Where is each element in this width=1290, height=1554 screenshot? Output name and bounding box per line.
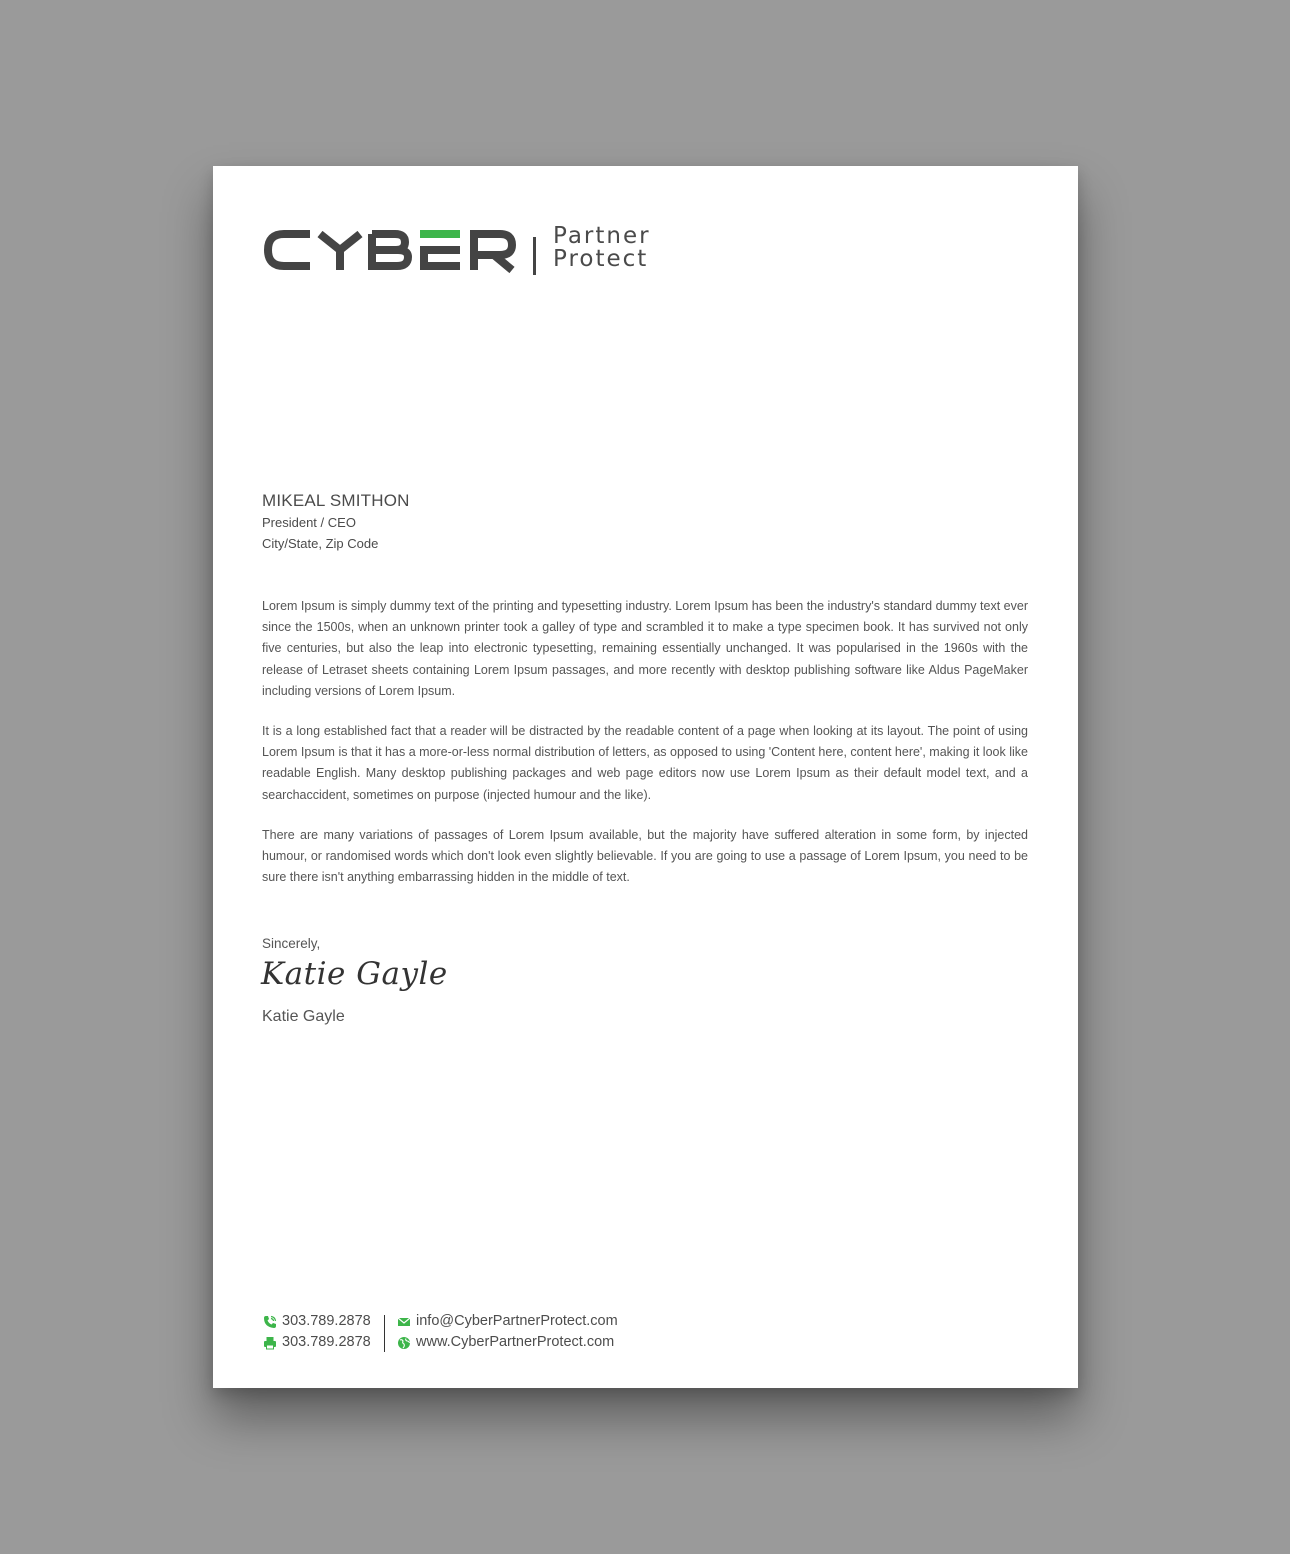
logo-divider <box>533 237 536 275</box>
fax-number[interactable]: 303.789.2878 <box>282 1334 371 1350</box>
globe-icon <box>397 1336 411 1350</box>
handwritten-signature: Katie Gayle <box>261 956 448 992</box>
website-url[interactable]: www.CyberPartnerProtect.com <box>416 1334 615 1350</box>
letter-body <box>262 596 1028 907</box>
recipient-block <box>262 490 410 554</box>
signer-name: Katie Gayle <box>262 1008 345 1025</box>
fax-icon <box>263 1336 277 1350</box>
footer-fax-row <box>263 1332 371 1353</box>
recipient-name: MIKEAL SMITHON <box>262 491 410 510</box>
recipient-title: President / CEO <box>262 515 356 530</box>
footer-divider <box>384 1315 385 1352</box>
company-logo <box>262 224 517 278</box>
body-paragraph-1: Lorem Ipsum is simply dummy text of the printing and typesetting industry. Lorem Ipsum has been the industry's standard dummy text ever since the 1500s, when an unknown printer took a galley of type and scrambled it to make a type specimen book. It has survived not only five centuries, but also the leap into electronic typesetting, remaining essentially unchanged. It was popularised in the 1960s with the release of Letraset sheets containing Lorem Ipsum passages, and more recently with desktop publishing software like Aldus PageMaker including versions of Lorem Ipsum. <box>262 599 1028 698</box>
footer-phone-column <box>263 1311 371 1353</box>
body-paragraph-3: There are many variations of passages of Lorem Ipsum available, but the majority have suffered alteration in some form, by injected humour, or randomised words which don't look even slightly believable. If you are going to use a passage of Lorem Ipsum, you need to be sure there isn't anything embarrassing hidden in the middle of text. <box>262 827 1028 885</box>
footer-web-column <box>397 1311 618 1353</box>
logo-sub-line-1: Partner <box>553 223 651 249</box>
footer-email-row <box>397 1311 618 1332</box>
logo-sub-line-2: Protect <box>553 246 649 272</box>
logo-subtitle <box>553 225 651 271</box>
phone-icon <box>263 1315 277 1329</box>
footer-website-row <box>397 1332 618 1353</box>
email-icon <box>397 1315 411 1329</box>
recipient-address: City/State, Zip Code <box>262 536 379 551</box>
closing-salutation: Sincerely, <box>262 936 321 951</box>
email-address[interactable]: info@CyberPartnerProtect.com <box>416 1313 618 1329</box>
cyber-wordmark <box>262 224 517 278</box>
footer-phone-row <box>263 1311 371 1332</box>
letterhead-page <box>213 166 1078 1388</box>
phone-number[interactable]: 303.789.2878 <box>282 1313 371 1329</box>
body-paragraph-2: It is a long established fact that a reader will be distracted by the readable content of a page when looking at its layout. The point of using Lorem Ipsum is that it has a more-or-less normal distribution of letters, as opposed to using 'Content here, content here', making it look like readable English. Many desktop publishing packages and web page editors now use Lorem Ipsum as their default model text, and a searchaccident, sometimes on purpose (injected humour and the like). <box>262 724 1028 802</box>
